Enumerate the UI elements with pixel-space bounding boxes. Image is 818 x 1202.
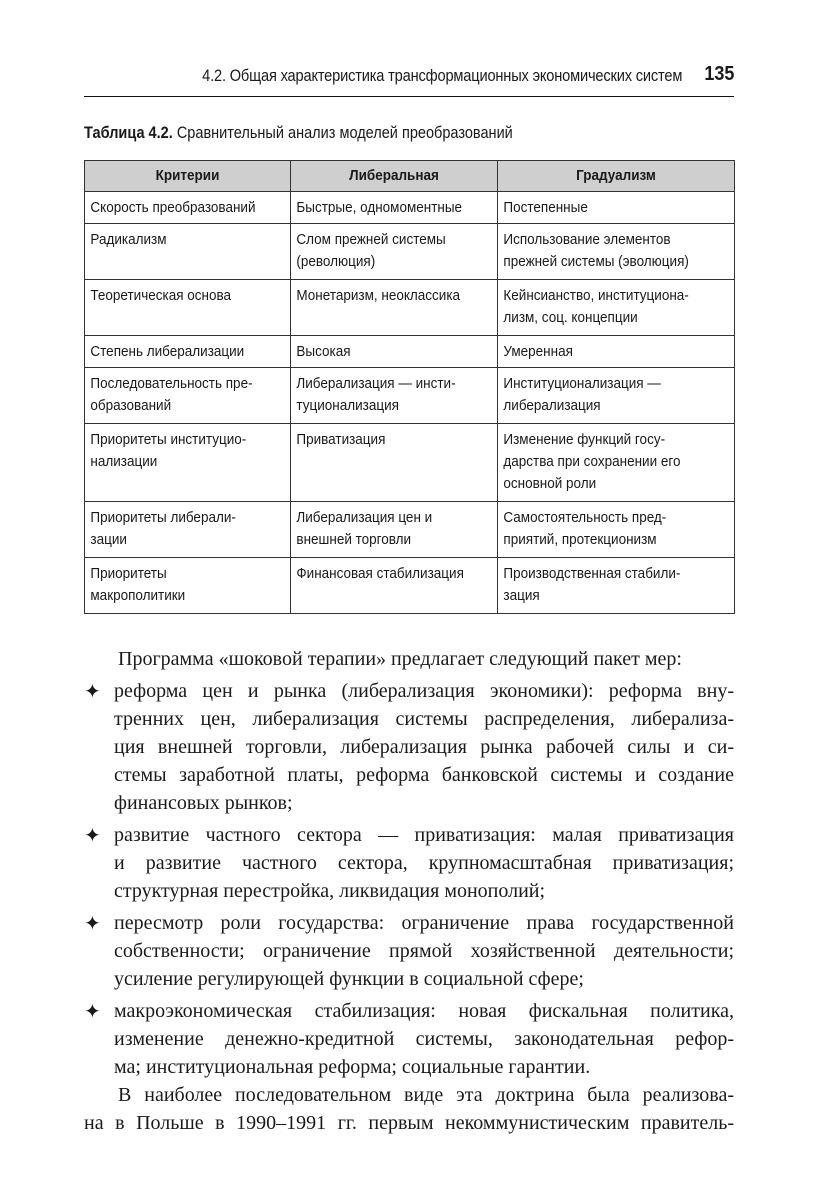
cell-text-line: дарства при сохранении его xyxy=(503,453,681,470)
cell-text-line: Теоретическая основа xyxy=(90,287,232,304)
closing-line: на в Польше в 1990–1991 гг. первым некоммунистическим правитель- xyxy=(84,1112,734,1134)
criteria-cell xyxy=(85,336,291,368)
cell-text-line: Использование элементов xyxy=(503,231,671,248)
cell-text-line: Производственная стабили- xyxy=(503,565,681,582)
bullet-star-icon: ✦ xyxy=(84,679,101,703)
criteria-cell xyxy=(85,502,291,558)
closing-line: В наиболее последовательном виде эта доктрина была реализова- xyxy=(118,1084,734,1106)
list-item xyxy=(84,909,734,993)
table-caption xyxy=(84,124,513,143)
list-item-line: стемы заработной платы, реформа банковской системы и создание xyxy=(114,764,734,786)
list-item-line: и развитие частного сектора, крупномасштабная приватизация; xyxy=(114,852,734,874)
list-item xyxy=(84,677,734,817)
bullet-star-icon: ✦ xyxy=(84,911,101,935)
list-item-line: макроэкономическая стабилизация: новая фискальная политика, xyxy=(114,1000,734,1022)
gradualism-cell xyxy=(498,224,735,280)
cell-text-line: Приватизация xyxy=(296,431,386,448)
list-item xyxy=(84,997,734,1081)
liberal-cell xyxy=(291,502,498,558)
gradualism-cell xyxy=(498,368,735,424)
gradualism-cell xyxy=(498,558,735,614)
cell-text-line: Финансовая стабилизация xyxy=(296,565,464,582)
cell-text-line: зации xyxy=(90,531,127,548)
bullet-star-icon: ✦ xyxy=(84,823,101,847)
criteria-cell xyxy=(85,280,291,336)
comparison-table xyxy=(84,160,735,614)
list-item-line: финансовых рынков; xyxy=(114,792,293,814)
cell-text-line: Приоритеты либерали- xyxy=(90,509,236,526)
cell-text-line: образований xyxy=(90,397,172,414)
table-header-row xyxy=(85,161,735,192)
liberal-cell xyxy=(291,368,498,424)
cell-text-line: Самостоятельность пред- xyxy=(503,509,667,526)
chapter-section-title: 4.2. Общая характеристика трансформационных экономических систем xyxy=(201,66,682,85)
list-item-line: тренних цен, либерализация системы распределения, либерализа- xyxy=(114,708,734,730)
criteria-cell xyxy=(85,224,291,280)
liberal-cell xyxy=(291,280,498,336)
list-item-line: ция внешней торговли, либерализация рынка рабочей силы и си- xyxy=(114,736,734,758)
table-row xyxy=(85,224,735,280)
column-header-liberal: Либеральная xyxy=(291,161,498,192)
cell-text-line: зация xyxy=(503,587,540,604)
liberal-cell xyxy=(291,336,498,368)
list-item-line: ма; институциональная реформа; социальные гарантии. xyxy=(114,1056,591,1078)
table-row xyxy=(85,280,735,336)
cell-text-line: Высокая xyxy=(296,343,351,360)
cell-text-line: Институционализация — xyxy=(503,375,661,392)
cell-text-line: Либерализация цен и xyxy=(296,509,433,526)
cell-text-line: либерализация xyxy=(503,397,601,414)
cell-text-line: Монетаризм, неоклассика xyxy=(296,287,461,304)
table-row xyxy=(85,368,735,424)
list-item-line: структурная перестройка, ликвидация монополий; xyxy=(114,880,546,902)
gradualism-cell xyxy=(498,502,735,558)
liberal-cell xyxy=(291,192,498,224)
table-row xyxy=(85,192,735,224)
gradualism-cell xyxy=(498,192,735,224)
closing-paragraph xyxy=(84,1081,734,1137)
list-item-line: изменение денежно-кредитной системы, законодательная рефор- xyxy=(114,1028,734,1050)
cell-text-line: Радикализм xyxy=(90,231,167,248)
cell-text-line: Приоритеты институцио- xyxy=(90,431,247,448)
cell-text-line: Изменение функций госу- xyxy=(503,431,666,448)
cell-text-line: внешней торговли xyxy=(296,531,412,548)
intro-line: Программа «шоковой терапии» предлагает следующий пакет мер: xyxy=(118,648,682,670)
intro-paragraph xyxy=(84,645,734,673)
list-item-line: реформа цен и рынка (либерализация экономики): реформа вну- xyxy=(114,680,734,702)
cell-text-line: Слом прежней системы xyxy=(296,231,446,248)
liberal-cell xyxy=(291,224,498,280)
cell-text-line: Постепенные xyxy=(503,199,588,216)
column-header-criteria: Критерии xyxy=(85,161,291,192)
main-text xyxy=(84,645,734,1137)
cell-text-line: (революция) xyxy=(296,253,376,270)
gradualism-cell xyxy=(498,280,735,336)
criteria-cell xyxy=(85,558,291,614)
cell-text-line: прежней системы (эволюция) xyxy=(503,253,689,270)
list-item xyxy=(84,821,734,905)
criteria-cell xyxy=(85,368,291,424)
cell-text-line: Скорость преобразований xyxy=(90,199,256,216)
cell-text-line: нализации xyxy=(90,453,158,470)
cell-text-line: лизм, соц. концепции xyxy=(503,309,638,326)
cell-text-line: Умеренная xyxy=(503,343,573,360)
table-row xyxy=(85,558,735,614)
cell-text-line: основной роли xyxy=(503,475,597,492)
gradualism-cell xyxy=(498,424,735,502)
cell-text-line: Приоритеты xyxy=(90,565,167,582)
table-caption-text: Сравнительный анализ моделей преобразований xyxy=(172,124,513,142)
list-item-line: развитие частного сектора — приватизация: малая приватизация xyxy=(114,824,734,846)
list-item-line: пересмотр роли государства: ограничение права государственной xyxy=(114,912,734,934)
cell-text-line: Степень либерализации xyxy=(90,343,245,360)
measures-list xyxy=(84,677,734,1081)
gradualism-cell xyxy=(498,336,735,368)
table-body xyxy=(85,192,735,614)
table-row xyxy=(85,336,735,368)
cell-text-line: Либерализация — инсти- xyxy=(296,375,456,392)
cell-text-line: Быстрые, одномоментные xyxy=(296,199,463,216)
running-header xyxy=(84,64,734,97)
cell-text-line: макрополитики xyxy=(90,587,186,604)
list-item-line: собственности; ограничение прямой хозяйственной деятельности; xyxy=(114,940,734,962)
table-caption-label: Таблица 4.2. xyxy=(84,124,173,142)
page-number: 135 xyxy=(703,63,734,85)
column-header-gradualism: Градуализм xyxy=(498,161,735,192)
criteria-cell xyxy=(85,192,291,224)
table-row xyxy=(85,502,735,558)
list-item-line: усиление регулирующей функции в социальной сфере; xyxy=(114,968,584,990)
cell-text-line: Последовательность пре- xyxy=(90,375,253,392)
liberal-cell xyxy=(291,424,498,502)
cell-text-line: туционализация xyxy=(296,397,399,414)
bullet-star-icon: ✦ xyxy=(84,999,101,1023)
table-row xyxy=(85,424,735,502)
criteria-cell xyxy=(85,424,291,502)
cell-text-line: приятий, протекционизм xyxy=(503,531,657,548)
cell-text-line: Кейнсианство, институциона- xyxy=(503,287,689,304)
liberal-cell xyxy=(291,558,498,614)
